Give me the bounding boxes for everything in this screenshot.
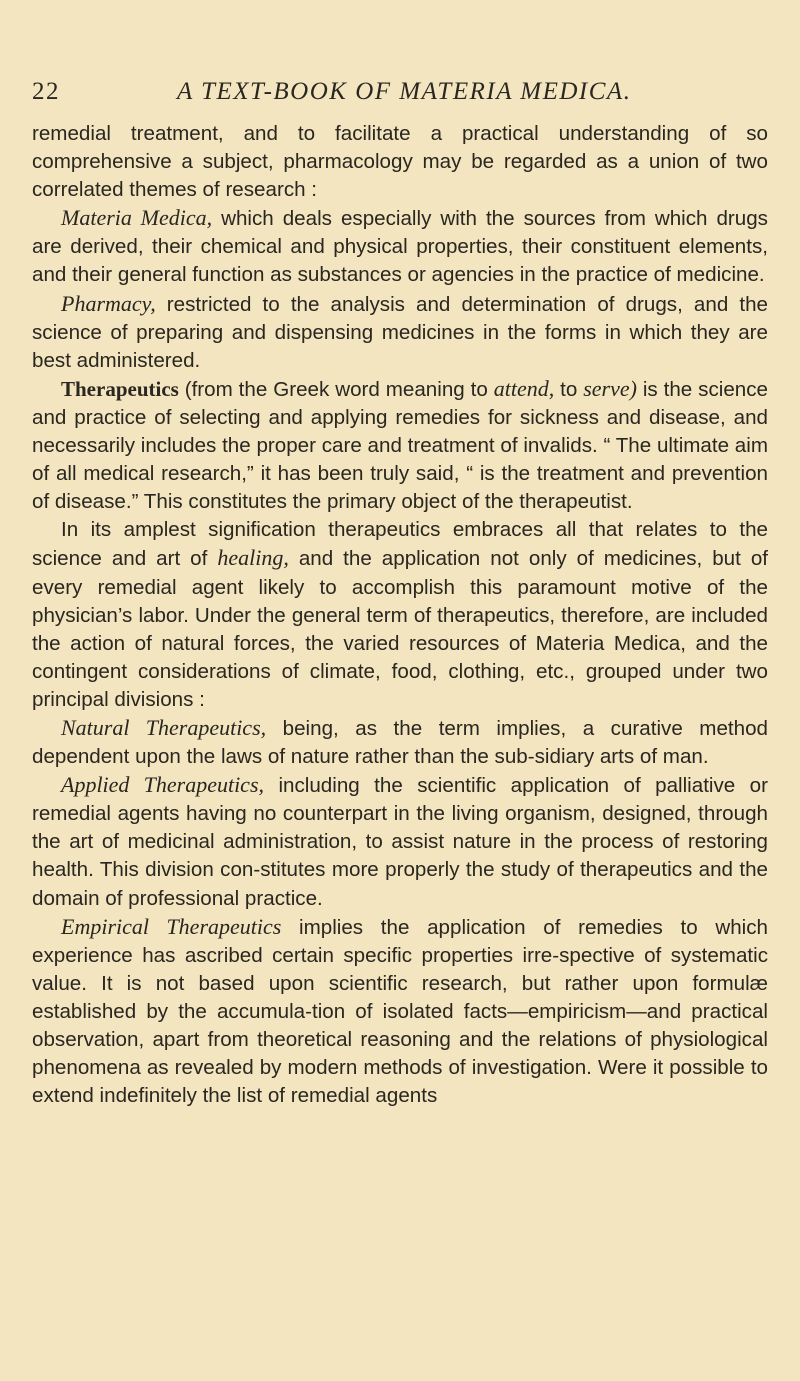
term-serve: serve) xyxy=(583,375,637,401)
paragraph-empirical-therapeutics: Empirical Therapeutics implies the application of remedies to which experience has ascribed certain specific properties irre-spective of systematic value. It is not based upon scientific research, but rather upon formulæ established by the accumula-tion of isolated facts—empiricism—and practical observation, apart from theoretical reasoning and the relations of physiological phenomena as revealed by modern methods of investigation. Were it possible to extend indefinitely the list of remedial agents xyxy=(32,913,768,1108)
running-title: A TEXT-BOOK OF MATERIA MEDICA. xyxy=(177,78,632,105)
body-text xyxy=(32,120,768,1110)
term-pharmacy: Pharmacy, xyxy=(61,290,156,316)
term-empirical-therapeutics: Empirical Therapeutics xyxy=(61,913,282,939)
running-header xyxy=(32,78,760,112)
term-healing: healing, xyxy=(217,545,289,571)
page-number: 22 xyxy=(32,78,60,105)
paragraph-natural-therapeutics: Natural Therapeutics, being, as the term implies, a curative method dependent upon the laws of nature rather than the sub-sidiary arts of man. xyxy=(32,714,768,769)
paragraph-signification: In its amplest signification therapeutics embraces all that relates to the science and art of healing, and the application not only of medicines, but of every remedial agent likely to accomplish this paramount motive of the physician’s labor. Under the general term of therapeutics, therefore, are included the action of natural forces, the varied resources of Materia Medica, and the contingent considerations of climate, food, clothing, etc., grouped under two principal divisions : xyxy=(32,518,768,711)
paragraph-intro: remedial treatment, and to facilitate a practical understanding of so comprehensive a subject, pharmacology may be regarded as a union of two correlated themes of research : xyxy=(32,122,768,202)
paragraph-therapeutics: Therapeutics (from the Greek word meaning to attend, to serve) is the science and practice of selecting and applying remedies for sickness and disease, and necessarily includes the proper care and treatment of invalids. “ The ultimate aim of all medical research,” it has been truly said, “ is the treatment and prevention of disease.” This constitutes the primary object of the therapeutist. xyxy=(32,375,768,514)
term-materia-medica: Materia Medica, xyxy=(61,205,213,231)
paragraph-pharmacy: Pharmacy, restricted to the analysis and determination of drugs, and the science of preparing and dispensing medicines in the forms in which they are best administered. xyxy=(32,290,768,372)
paragraph-materia-medica: Materia Medica, which deals especially with the sources from which drugs are derived, their chemical and physical properties, their constituent elements, and their general function as substances or agencies in the practice of medicine. xyxy=(32,205,768,287)
term-attend: attend, xyxy=(493,375,555,401)
term-applied-therapeutics: Applied Therapeutics, xyxy=(61,772,265,798)
term-therapeutics: Therapeutics xyxy=(61,376,179,401)
term-natural-therapeutics: Natural Therapeutics, xyxy=(61,714,267,740)
paragraph-applied-therapeutics: Applied Therapeutics, including the scientific application of palliative or remedial agents having no counterpart in the living organism, designed, through the art of medicinal administration, to assist nature in the process of restoring health. This division con-stitutes more properly the study of therapeutics and the domain of professional practice. xyxy=(32,772,768,910)
